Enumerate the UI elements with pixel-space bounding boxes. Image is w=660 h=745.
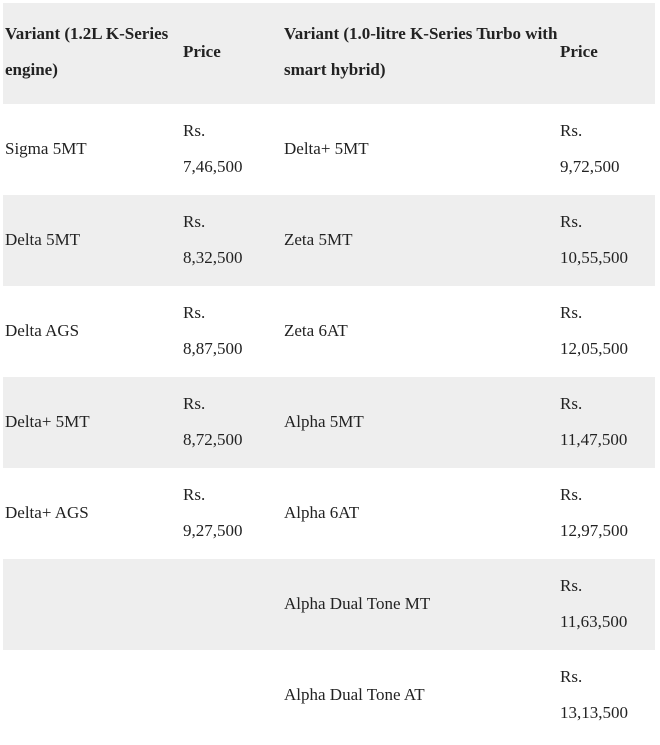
price-cell — [183, 468, 282, 559]
variant-cell: Delta+ 5MT — [5, 412, 90, 431]
price-value: 9,27,500 — [183, 521, 243, 540]
variant-cell: Alpha 5MT — [284, 412, 364, 431]
price-value: 8,72,500 — [183, 430, 243, 449]
price-cell — [560, 377, 655, 468]
table-row — [3, 559, 655, 650]
price-cell — [183, 195, 282, 286]
price-currency: Rs. — [560, 576, 583, 595]
price-cell — [560, 286, 655, 377]
price-value: 11,47,500 — [560, 430, 628, 449]
variant-cell: Sigma 5MT — [5, 139, 87, 158]
price-currency: Rs. — [560, 394, 583, 413]
price-cell — [560, 650, 655, 741]
price-currency: Rs. — [183, 485, 206, 504]
price-currency: Rs. — [183, 303, 206, 322]
variant-cell: Zeta 6AT — [284, 321, 348, 340]
price-cell — [183, 650, 282, 741]
variant-cell: Alpha Dual Tone AT — [284, 685, 425, 704]
header-price-1: Price — [183, 42, 221, 61]
variant-cell: Zeta 5MT — [284, 230, 353, 249]
price-cell — [183, 559, 282, 650]
price-cell — [560, 468, 655, 559]
price-cell — [560, 195, 655, 286]
table-row — [3, 650, 655, 741]
price-value: 13,13,500 — [560, 703, 628, 722]
table-row — [3, 377, 655, 468]
price-cell — [560, 559, 655, 650]
price-value: 8,32,500 — [183, 248, 243, 267]
variant-cell — [3, 559, 183, 650]
price-cell — [560, 104, 655, 195]
price-value: 12,05,500 — [560, 339, 628, 358]
price-value: 9,72,500 — [560, 157, 620, 176]
price-value: 7,46,500 — [183, 157, 243, 176]
price-cell — [183, 377, 282, 468]
price-currency: Rs. — [560, 485, 583, 504]
variant-cell: Alpha 6AT — [284, 503, 360, 522]
price-value: 11,63,500 — [560, 612, 628, 631]
table-row — [3, 104, 655, 195]
header-price-2: Price — [560, 42, 598, 61]
variant-cell: Alpha Dual Tone MT — [284, 594, 431, 613]
price-cell — [183, 286, 282, 377]
table-header-row — [3, 3, 655, 104]
variant-price-table — [3, 3, 655, 741]
header-variant-1-0l: Variant (1.0-litre K-Series Turbo with smart hybrid) — [284, 24, 558, 79]
price-value: 10,55,500 — [560, 248, 628, 267]
variant-cell: Delta+ AGS — [5, 503, 89, 522]
table-row — [3, 468, 655, 559]
price-cell — [183, 104, 282, 195]
price-value: 8,87,500 — [183, 339, 243, 358]
price-currency: Rs. — [560, 212, 583, 231]
price-currency: Rs. — [183, 212, 206, 231]
price-currency: Rs. — [560, 121, 583, 140]
table-row — [3, 286, 655, 377]
price-currency: Rs. — [183, 121, 206, 140]
header-variant-1-2l: Variant (1.2L K-Series engine) — [5, 24, 169, 79]
variant-cell — [3, 650, 183, 741]
price-currency: Rs. — [560, 667, 583, 686]
price-currency: Rs. — [560, 303, 583, 322]
variant-cell: Delta 5MT — [5, 230, 81, 249]
table-row — [3, 195, 655, 286]
variant-cell: Delta+ 5MT — [284, 139, 369, 158]
price-value: 12,97,500 — [560, 521, 628, 540]
variant-cell: Delta AGS — [5, 321, 80, 340]
price-currency: Rs. — [183, 394, 206, 413]
